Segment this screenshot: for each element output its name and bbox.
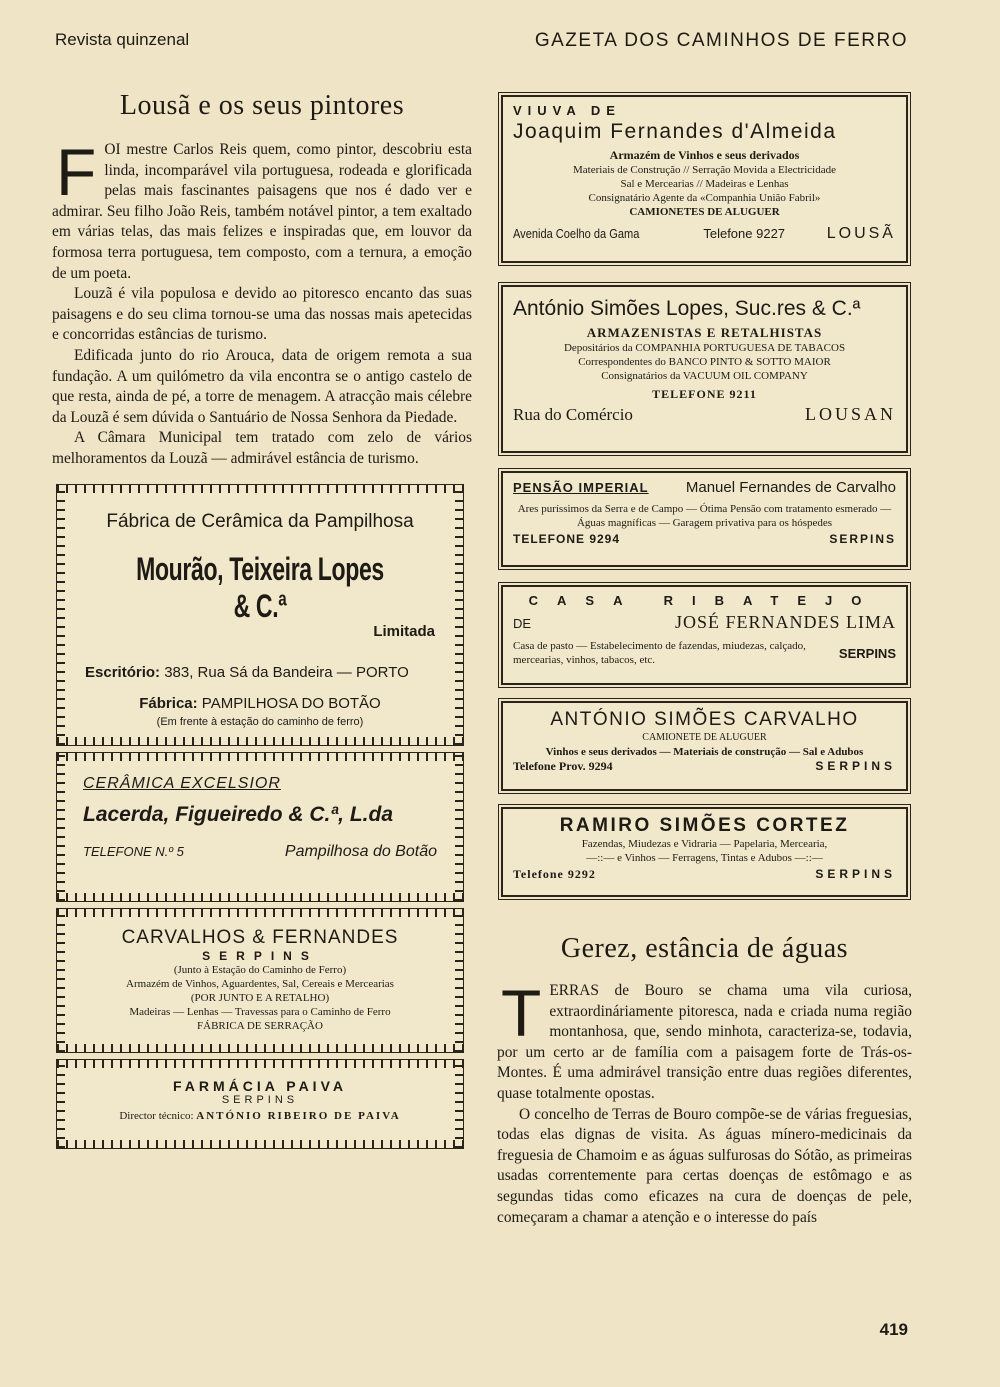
ad-pensao	[501, 471, 908, 567]
ad-place: LOUSÃ	[826, 225, 896, 242]
ad-pampilhosa	[56, 484, 464, 746]
ad-footer	[513, 867, 896, 882]
drop-cap: T	[501, 976, 542, 1050]
article-body-lousa	[52, 135, 472, 470]
ad-owner: Manuel Fernandes de Carvalho	[685, 479, 896, 496]
ad-de: DE	[513, 616, 532, 631]
ad-line: Ares puríssimos da Serra e de Campo — Ótima Pensão com tratamento esmerado — Águas magníficas — Garagem privativa para os hóspedes	[517, 503, 892, 529]
ad-footer	[513, 532, 896, 546]
ad-footer	[513, 404, 896, 425]
ad-ribatejo	[501, 585, 908, 685]
ad-line: Correspondentes do BANCO PINTO & SOTTO MAIOR	[578, 356, 831, 368]
ad-title: FARMÁCIA PAIVA	[173, 1077, 347, 1094]
left-column	[52, 88, 472, 1149]
header-right: GAZETA DOS CAMINHOS DE FERRO	[534, 30, 908, 51]
ad-header	[513, 479, 896, 496]
ad-brand: CERÂMICA EXCELSIOR	[83, 774, 281, 792]
ad-line: Sal e Mercearias // Madeiras e Lenhas	[620, 178, 789, 190]
ad-viuva	[501, 95, 908, 263]
ad-footer	[513, 759, 896, 774]
article-paragraph: Louzã é vila populosa e devido ao pitoresco encanto das suas paisagens e do seu clima tornou-se uma das nossas mais apetecidas e concorridas estâncias de turismo.	[52, 285, 472, 344]
article-paragraph: A Câmara Municipal tem tratado com zelo de vários melhoramentos da Louzã — admirável estância de turismo.	[52, 429, 472, 467]
ad-top: VIUVA DE	[513, 103, 621, 118]
ad-place: SERPINS	[202, 948, 318, 963]
ad-lopes	[501, 285, 908, 453]
ad-place: SERPINS	[838, 645, 896, 661]
ad-farmacia	[56, 1059, 464, 1149]
ad-phone: Telefone 9292	[513, 867, 596, 881]
ad-line: Casa de pasto — Estabelecimento de fazendas, miudezas, calçado, mercearias, vinhos, tabacos, etc.	[513, 640, 806, 666]
ad-phone: Telefone 9227	[703, 226, 786, 241]
drop-cap: F	[56, 135, 97, 209]
ad-line: CAMIONETES DE ALUGUER	[629, 206, 780, 218]
ad-phone: TELEFONE 9294	[513, 532, 621, 546]
ad-cortez	[501, 807, 908, 897]
ad-owner: JOSÉ FERNANDES LIMA	[674, 612, 896, 632]
ad-name: RAMIRO SIMÕES CORTEZ	[559, 815, 850, 836]
ad-sub: Armazém de Vinhos e seus derivados	[609, 148, 800, 162]
ad-place: SERPINS	[815, 867, 896, 881]
ad-footer	[513, 225, 896, 243]
ad-address: Avenida Coelho da Gama	[513, 226, 640, 241]
article-title-gerez: Gerez, estância de águas	[560, 933, 849, 964]
ad-company: Mourão, Teixeira Lopes & C.ª	[136, 550, 384, 624]
article-body-gerez	[497, 976, 912, 1228]
ad-line: Materiais de Construção // Serração Movida a Electricidade	[573, 164, 836, 176]
ad-title: Fábrica de Cerâmica da Pampilhosa	[106, 510, 414, 532]
right-column	[497, 95, 912, 1228]
header-left: Revista quinzenal	[55, 30, 190, 49]
article-title-lousa: Lousã e os seus pintores	[119, 90, 405, 121]
ad-phone: TELEFONE 9211	[652, 387, 757, 401]
ad-factory: Fábrica: PAMPILHOSA DO BOTÃO	[139, 694, 381, 712]
ad-office: Escritório: 383, Rua Sá da Bandeira — PORTO	[85, 663, 409, 681]
article-paragraph: TERRAS de Bouro se chama uma vila curiosa, extraordináriamente pitoresca, nada e criada numa região montanhosa, que, sendo minhota, caracteriza-se, todavia, por um certo ar de família com a paisagem forte de Trás-os-Montes. É uma admirável transição entre duas regiões diferentes, quase totalmente opostas.	[497, 976, 912, 1102]
article-paragraph: Edificada junto do rio Arouca, data de origem remota a sua fundação. A um quilómetro da vila encontra se o antigo castelo de que resta, ainda de pé, a torre de menagem. A atracção mais célebre da Louzã é sem dúvida o Santuário de Nossa Senhora da Piedade.	[52, 346, 472, 426]
ad-footer	[513, 639, 896, 667]
ad-name: ANTÓNIO SIMÕES CARVALHO	[550, 709, 859, 730]
ad-line: (POR JUNTO E A RETALHO)	[190, 991, 330, 1004]
page-number: 419	[879, 1320, 908, 1339]
ad-phone: Telefone Prov. 9294	[513, 759, 613, 773]
ad-line: —::— e Vinhos — Ferragens, Tintas e Adubos —::—	[586, 852, 823, 864]
ad-line: Depositários da COMPANHIA PORTUGUESA DE TABACOS	[563, 342, 846, 354]
ad-limitada: Limitada	[373, 622, 435, 640]
ad-sub: CAMIONETE DE ALUGUER	[642, 732, 767, 743]
ad-line: FÁBRICA DE SERRAÇÃO	[197, 1019, 323, 1032]
ad-line: Fazendas, Miudezas e Vidraria — Papelaria, Mercearia,	[581, 838, 828, 850]
ad-line: Consignatários da VACUUM OIL COMPANY	[601, 370, 808, 382]
ad-place: SERPINS	[221, 1093, 299, 1106]
article-paragraph: O concelho de Terras de Bouro compõe-se de várias freguesias, todas elas dignas de visita. As águas mínero-medicinais da freguesia de Chamoim e as águas sulfurosas do Sótão, as primeiras usadas correntemente para certas doenças de estômago e as segundas tidas como eficazes na cura de doenças de pele, começaram a chamar a atenção e o interesse do país	[497, 1105, 912, 1226]
ad-director: Director técnico: ANTÓNIO RIBEIRO DE PAIVA	[119, 1109, 401, 1122]
ad-excelsior	[56, 752, 464, 902]
ad-place: SERPINS	[815, 759, 896, 773]
ad-company: Lacerda, Figueiredo & C.ª, L.da	[83, 802, 393, 826]
ad-footer	[83, 843, 437, 861]
ad-name: Joaquim Fernandes d'Almeida	[513, 120, 837, 143]
ad-owner-row	[513, 612, 896, 633]
ad-line: Armazém de Vinhos, Aguardentes, Sal, Cereais e Mercearias	[126, 977, 394, 990]
ad-title: CARVALHOS & FERNANDES	[121, 926, 399, 948]
ad-address: Rua do Comércio	[513, 405, 633, 424]
ad-factory-note: (Em frente à estação do caminho de ferro)	[156, 715, 364, 728]
ad-place: LOUSAN	[804, 404, 896, 424]
ad-phone: TELEFONE N.º 5	[83, 843, 184, 859]
ad-line: Vinhos e seus derivados — Materiais de construção — Sal e Adubos	[545, 746, 864, 758]
ad-place: SERPINS	[829, 532, 896, 546]
ad-name: PENSÃO IMPERIAL	[513, 480, 649, 495]
ad-line: Madeiras — Lenhas — Travessas para o Caminho de Ferro	[129, 1005, 391, 1018]
ad-carvalho	[501, 701, 908, 791]
ad-name: CASA RIBATEJO	[528, 593, 881, 608]
ad-line: Consignatário Agente da «Companhia União Fabril»	[588, 192, 821, 204]
ad-line: (Junto à Estação do Caminho de Ferro)	[173, 963, 347, 976]
ad-place: Pampilhosa do Botão	[284, 842, 437, 860]
ad-name: António Simões Lopes, Suc.res & C.ª	[513, 297, 861, 320]
article-paragraph: FOI mestre Carlos Reis quem, como pintor, descobriu esta linda, incomparável vila portuguesa, rodeada e glorificada pelas mais fascinantes paisagens que nos é dado ver e admirar. Seu filho João Reis, também notável pintor, a tem exaltado em várias telas, das mais felizes e inspiradas que, em louvor da formosa terra portuguesa, tem composto, com a ternura, a emoção de um poeta.	[52, 135, 472, 282]
ad-carvalhos	[56, 908, 464, 1053]
ad-sub: ARMAZENISTAS E RETALHISTAS	[586, 325, 823, 340]
